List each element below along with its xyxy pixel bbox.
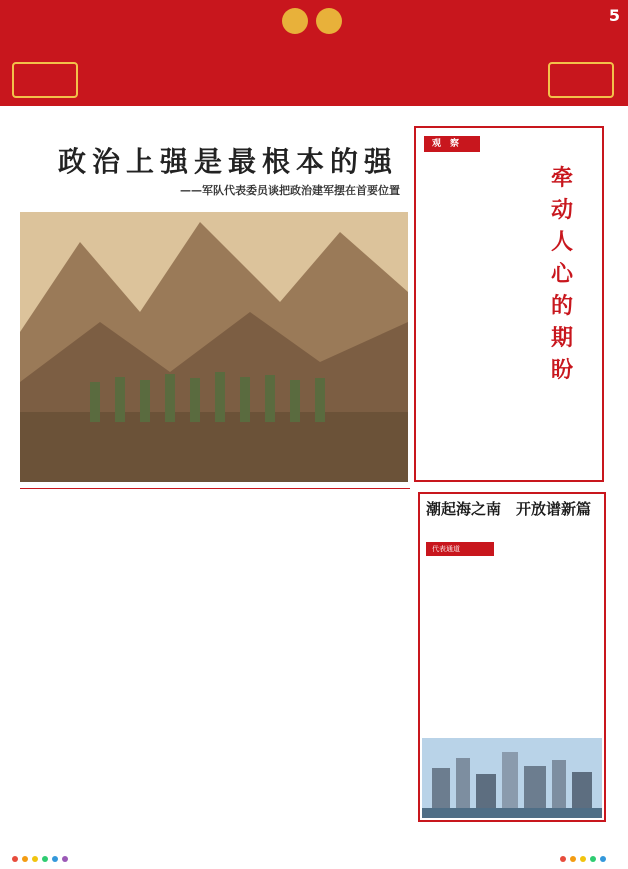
section-label: 观 察	[424, 136, 480, 152]
page-number: 5	[608, 6, 620, 25]
great-wall-decor	[548, 62, 614, 98]
lead-photo	[20, 212, 408, 482]
great-wall-decor	[12, 62, 78, 98]
color-dot	[570, 856, 576, 862]
top-strip	[0, 0, 628, 42]
color-dot	[42, 856, 48, 862]
lead-subtitle: ——军队代表委员谈把政治建军摆在首要位置	[180, 184, 400, 197]
divider	[20, 488, 410, 489]
feature-photo	[422, 738, 602, 818]
bottom-strip	[0, 848, 628, 869]
feature-section-label: 代表通道	[426, 542, 494, 556]
color-dot	[560, 856, 566, 862]
color-dot	[62, 856, 68, 862]
mountain-soldiers-image	[20, 212, 408, 482]
color-dot	[52, 856, 58, 862]
emblem-right	[316, 8, 342, 34]
emblem-left	[282, 8, 308, 34]
feature-title: 潮起海之南 开放谱新篇	[426, 500, 592, 518]
color-dot	[600, 856, 606, 862]
color-dot	[22, 856, 28, 862]
color-dot	[590, 856, 596, 862]
color-dot	[32, 856, 38, 862]
commentary-title: 牵动人心的期盼	[550, 165, 573, 383]
color-dot	[12, 856, 18, 862]
color-dot	[580, 856, 586, 862]
lead-title: 政治上强是最根本的强	[58, 145, 399, 178]
city-skyline-image	[422, 738, 602, 818]
banner	[0, 42, 628, 106]
